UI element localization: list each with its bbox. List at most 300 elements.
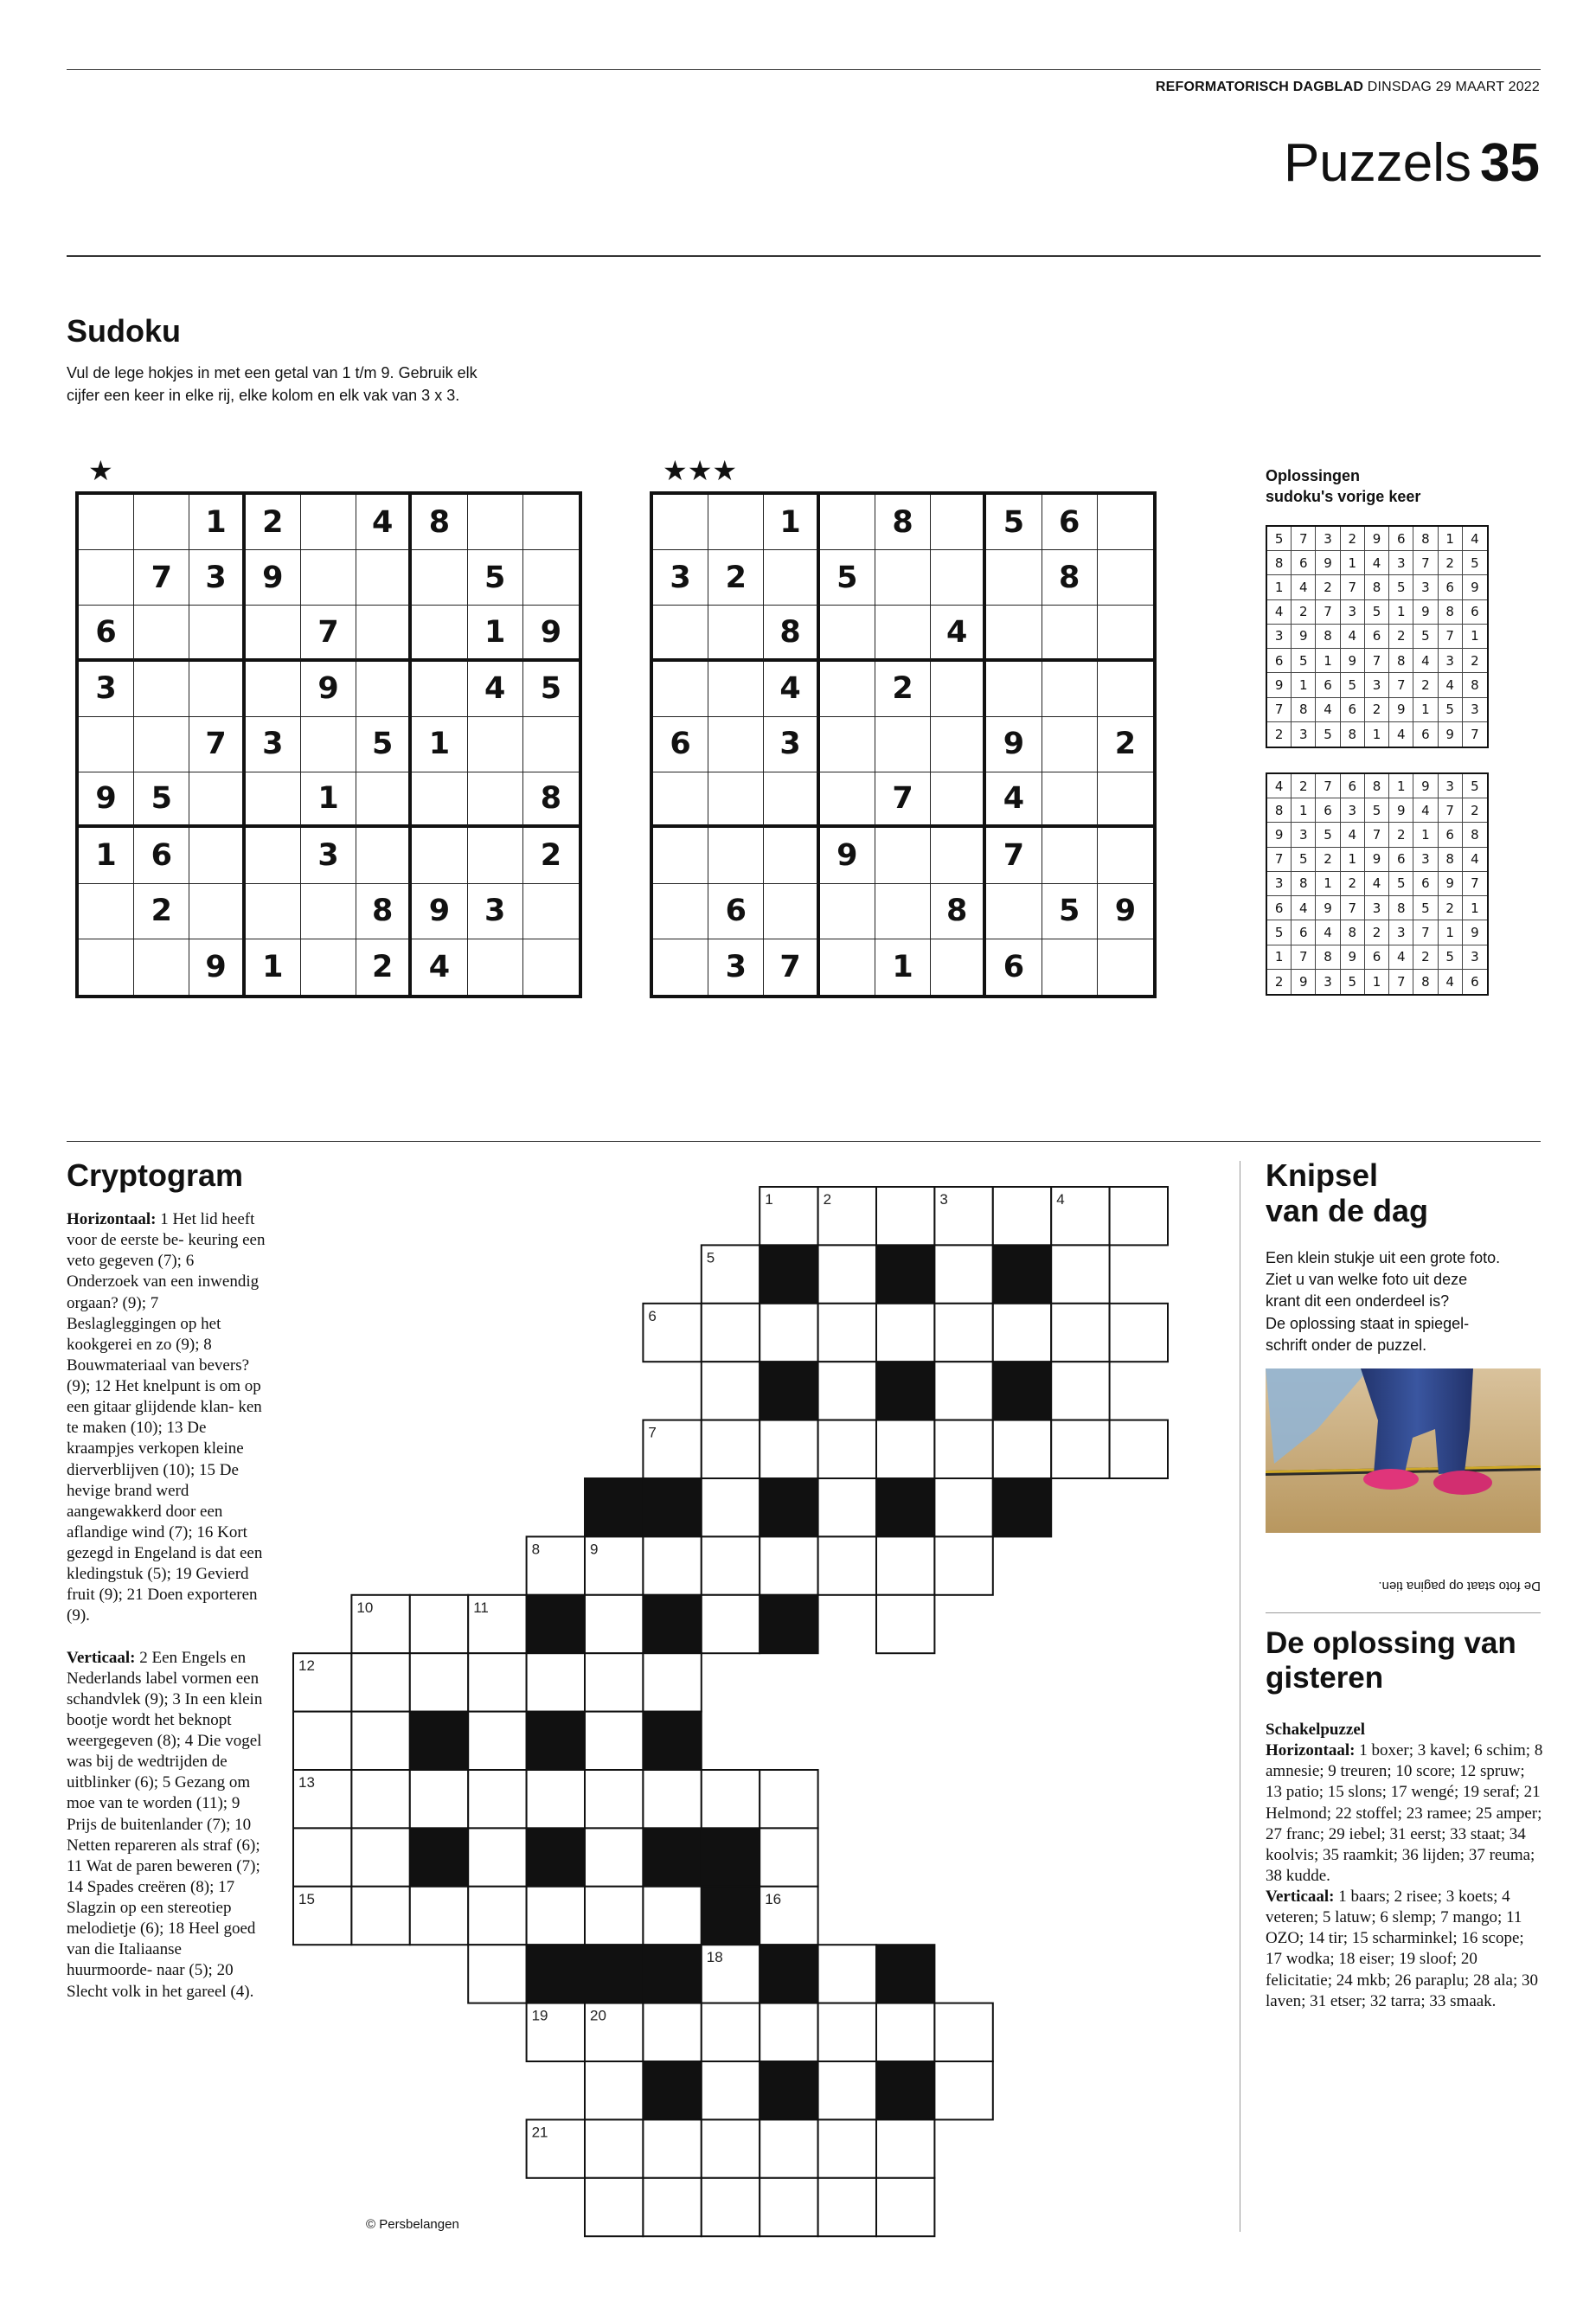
solution1-cell: 1 — [1463, 625, 1487, 649]
crossword-black-cell — [993, 1478, 1051, 1536]
solution1-cell: 5 — [1463, 551, 1487, 575]
crossword-clue-number: 2 — [823, 1191, 832, 1208]
crossword-cell[interactable] — [934, 1478, 992, 1536]
crossword-cell[interactable] — [527, 1887, 585, 1945]
solution1-cell: 7 — [1267, 698, 1292, 722]
solution1-cell: 1 — [1439, 527, 1463, 551]
solution2-cell: 9 — [1463, 920, 1487, 945]
solution2-cell: 2 — [1463, 798, 1487, 823]
crossword-cell[interactable] — [818, 2061, 876, 2119]
solution2-cell: 3 — [1463, 945, 1487, 970]
sudoku-hard-cell: 4 — [931, 606, 986, 661]
sudoku-easy-cell: 4 — [468, 662, 523, 717]
solution2-cell: 8 — [1267, 798, 1292, 823]
solution1-cell: 6 — [1439, 575, 1463, 599]
solution1-cell: 9 — [1389, 698, 1413, 722]
crossword-black-cell — [643, 1595, 701, 1653]
sudoku-easy-cell: 1 — [468, 606, 523, 661]
solution2-cell: 3 — [1292, 823, 1316, 847]
sudoku-hard-cell: 6 — [986, 939, 1042, 995]
crossword-cell[interactable] — [643, 1887, 701, 1945]
crossword-cell[interactable] — [702, 2003, 760, 2061]
crossword-black-cell — [876, 1245, 934, 1303]
solution2-cell: 4 — [1463, 848, 1487, 872]
crossword-cell[interactable] — [993, 1420, 1051, 1478]
solution1-cell: 6 — [1341, 698, 1365, 722]
solution2-cell: 2 — [1439, 896, 1463, 920]
solution1-cell: 1 — [1389, 600, 1413, 625]
solution1-cell: 4 — [1439, 673, 1463, 697]
solution2-cell: 4 — [1365, 872, 1389, 896]
crossword-clue-number: 10 — [356, 1599, 374, 1616]
crossword-cell[interactable] — [818, 2178, 876, 2236]
solution2-cell: 9 — [1267, 823, 1292, 847]
solution1-cell: 9 — [1365, 527, 1389, 551]
photo-illustration — [1266, 1368, 1541, 1533]
crossword-black-cell — [527, 1595, 585, 1653]
crossword-cell[interactable] — [993, 1304, 1051, 1362]
sudoku-easy-cell: 2 — [246, 495, 301, 550]
crossword-black-cell — [643, 2061, 701, 2119]
crossword-cell[interactable] — [585, 2178, 643, 2236]
crossword-black-cell — [410, 1712, 468, 1770]
solution1-cell: 8 — [1341, 722, 1365, 747]
crossword-cell[interactable] — [876, 1536, 934, 1594]
sudoku-hard-cell: 5 — [986, 495, 1042, 550]
crossword-clue-number: 12 — [298, 1657, 315, 1675]
solution1-cell: 5 — [1413, 625, 1438, 649]
crossword-black-cell — [643, 1828, 701, 1886]
crossword-cell[interactable] — [293, 1828, 351, 1886]
solution2-cell: 4 — [1439, 970, 1463, 994]
solution1-cell: 9 — [1463, 575, 1487, 599]
crossword-clue-number: 8 — [531, 1541, 541, 1558]
crossword-cell[interactable] — [876, 1304, 934, 1362]
solution1-cell: 8 — [1316, 625, 1340, 649]
solution1-cell: 2 — [1413, 673, 1438, 697]
solution1-cell: 7 — [1389, 673, 1413, 697]
solution1-cell: 1 — [1316, 649, 1340, 673]
solution2-cell: 7 — [1389, 970, 1413, 994]
solution1-cell: 8 — [1413, 527, 1438, 551]
crossword-cell[interactable] — [1110, 1187, 1168, 1245]
sudoku-hard-cell: 5 — [1042, 884, 1098, 939]
crossword-cell[interactable] — [410, 1595, 468, 1653]
solution1-cell: 8 — [1292, 698, 1316, 722]
solution2-cell: 3 — [1389, 920, 1413, 945]
solution2-cell: 6 — [1316, 798, 1340, 823]
sudoku-easy-cell: 9 — [79, 772, 134, 828]
crossword-clue-number: 3 — [939, 1191, 948, 1208]
solution1-cell: 8 — [1267, 551, 1292, 575]
crossword-cell[interactable] — [468, 1653, 526, 1711]
sudoku-easy-cell: 1 — [301, 772, 356, 828]
solution2-cell: 1 — [1267, 945, 1292, 970]
crossword-cell[interactable] — [468, 1887, 526, 1945]
sudoku-easy-cell: 6 — [79, 606, 134, 661]
solution1-cell: 1 — [1365, 722, 1389, 747]
sudoku-easy-cell: 3 — [246, 717, 301, 772]
solution2-cell: 7 — [1439, 798, 1463, 823]
crossword-cell[interactable] — [760, 2003, 817, 2061]
crossword-cell[interactable] — [818, 1536, 876, 1594]
difficulty-one-star: ★ — [88, 455, 113, 486]
solution1-cell: 4 — [1316, 698, 1340, 722]
crossword-cell[interactable] — [410, 1887, 468, 1945]
crossword-cell[interactable] — [410, 1653, 468, 1711]
sudoku-easy-cell: 1 — [79, 828, 134, 883]
solution2-cell: 6 — [1439, 823, 1463, 847]
page-number: 35 — [1480, 133, 1540, 193]
solution2-cell: 2 — [1316, 848, 1340, 872]
solution2-cell: 8 — [1463, 823, 1487, 847]
crossword-clue-number: 5 — [706, 1249, 715, 1266]
oplossing-vertical-text: 1 baars; 2 risee; 3 koets; 4 veteren; 5 latuw; 6 slemp; 7 mango; 11 OZO; 14 tir; 15 scharminkel; 16 scope; 17 wodka; 18 eiser; 19 sloof; 20 felicitatie; 24 mkb; 26 paraplu; 28 ala; 30 laven; 31 etser; 32 tarra; 33 smaak. — [1266, 1888, 1538, 2010]
knipsel-line1: Een klein stukje uit een grote foto. — [1266, 1249, 1501, 1266]
crossword-cell[interactable] — [585, 1887, 643, 1945]
solution2-cell: 2 — [1413, 945, 1438, 970]
sudoku-hard-cell: 6 — [1042, 495, 1098, 550]
solution2-cell: 5 — [1413, 896, 1438, 920]
crossword-cell[interactable] — [585, 1712, 643, 1770]
solution2-cell: 3 — [1267, 872, 1292, 896]
sudoku-hard-cell: 3 — [653, 550, 708, 606]
solution2-cell: 7 — [1292, 945, 1316, 970]
crossword-black-cell — [527, 1828, 585, 1886]
oplossing-horizontal-label: Horizontaal: — [1266, 1741, 1356, 1760]
crossword-clue-number: 6 — [648, 1307, 657, 1324]
solution1-cell: 5 — [1365, 600, 1389, 625]
sudoku-hard-cell: 2 — [875, 662, 931, 717]
crossword-cell[interactable] — [760, 2119, 817, 2177]
solution2-cell: 7 — [1413, 920, 1438, 945]
crossword-black-cell — [760, 1478, 817, 1536]
crossword-cell[interactable] — [876, 1595, 934, 1653]
solution2-cell: 5 — [1292, 848, 1316, 872]
solution2-cell: 6 — [1389, 848, 1413, 872]
sudoku-hard-cell: 9 — [986, 717, 1042, 772]
solution1-cell: 4 — [1389, 722, 1413, 747]
solutions-title-line1: Oplossingen — [1266, 467, 1361, 484]
solution2-cell: 7 — [1267, 848, 1292, 872]
crossword-cell[interactable] — [702, 2119, 760, 2177]
solution1-cell: 5 — [1267, 527, 1292, 551]
crossword-cell[interactable] — [760, 1828, 817, 1886]
cryptogram-title: Cryptogram — [67, 1157, 244, 1193]
crossword-cell[interactable] — [643, 1536, 701, 1594]
crossword-black-cell — [760, 1362, 817, 1420]
solution1-cell: 3 — [1439, 649, 1463, 673]
crossword-cell[interactable] — [934, 1304, 992, 1362]
solution1-cell: 7 — [1292, 527, 1316, 551]
crossword-cell[interactable] — [468, 1770, 526, 1828]
solution2-cell: 4 — [1389, 945, 1413, 970]
crossword-cell[interactable] — [934, 1420, 992, 1478]
solution1-cell: 4 — [1365, 551, 1389, 575]
solution2-cell: 7 — [1316, 774, 1340, 798]
sudoku-easy-cell: 1 — [189, 495, 245, 550]
sudoku-easy-cell: 9 — [523, 606, 579, 661]
sudoku-hard-cell: 6 — [708, 884, 764, 939]
sudoku-easy-cell: 8 — [356, 884, 412, 939]
crossword-cell[interactable] — [468, 1712, 526, 1770]
oplossing-puzzle-name — [1266, 1720, 1544, 1740]
crossword-cell[interactable] — [410, 1770, 468, 1828]
solution1-cell: 9 — [1267, 673, 1292, 697]
knipsel-line2: Ziet u van welke foto uit deze — [1266, 1271, 1468, 1289]
crossword-black-cell — [527, 1945, 585, 2003]
crossword-cell[interactable] — [702, 2061, 760, 2119]
crossword-cell[interactable] — [702, 1420, 760, 1478]
solution2-cell: 7 — [1365, 823, 1389, 847]
crossword-cell[interactable] — [934, 2003, 992, 2061]
solution1-cell: 3 — [1267, 625, 1292, 649]
solution2-cell: 6 — [1341, 774, 1365, 798]
crossword-cell[interactable] — [818, 2119, 876, 2177]
solution2-cell: 2 — [1389, 823, 1413, 847]
solution2-cell: 3 — [1413, 848, 1438, 872]
crossword-cell[interactable] — [934, 2061, 992, 2119]
solution1-cell: 9 — [1439, 722, 1463, 747]
solution2-cell: 1 — [1389, 774, 1413, 798]
solution2-cell: 3 — [1341, 798, 1365, 823]
solution2-cell: 3 — [1439, 774, 1463, 798]
crossword-cell[interactable] — [702, 1478, 760, 1536]
solutions-title-line2: sudoku's vorige keer — [1266, 488, 1421, 506]
crossword-cell[interactable] — [760, 1304, 817, 1362]
crossword-cell[interactable] — [468, 1945, 526, 2003]
crossword-cell[interactable] — [643, 1653, 701, 1711]
knipsel-line4: De oplossing staat in spiegel- — [1266, 1314, 1470, 1332]
sudoku-hard-cell: 7 — [764, 939, 819, 995]
solution1-cell: 5 — [1341, 673, 1365, 697]
crossword-cell[interactable] — [351, 1887, 409, 1945]
difficulty-three-stars: ★★★ — [663, 455, 738, 486]
vertical-label: Verticaal: — [67, 1648, 136, 1667]
crossword-cell[interactable] — [351, 1828, 409, 1886]
crossword-clue-number: 20 — [590, 2007, 606, 2024]
crossword-cell[interactable] — [527, 1770, 585, 1828]
sudoku-hard-cell: 3 — [764, 717, 819, 772]
crossword-cell[interactable] — [876, 1420, 934, 1478]
solution1-cell: 3 — [1389, 551, 1413, 575]
solution1-cell: 1 — [1341, 551, 1365, 575]
sudoku-easy-cell: 3 — [468, 884, 523, 939]
horizontal-clue-text: 1 Het lid heeft voor de eerste be- keuring een veto gegeven (7); 6 Onderzoek van een inwendig orgaan? (9); 7 Beslagleggingen op het kookgerei en zo (9); 8 Bouwmateriaal van bevers? (9); 12 Het knelpunt is om op een gitaar glijdende klan- ken te maken (10); 13 De kraampjes verkopen kleine dierverblijven (10); 15 De hevige brand werd aangewakkerd door een aflandige wind (7); 16 Kort gezegd in Engeland is dat een kledingstuk (5); 19 Gevierd fruit (9); 21 Doen exporteren (9). — [67, 1210, 266, 1625]
crossword-cell[interactable] — [818, 1245, 876, 1303]
sudoku-easy-cell: 2 — [134, 884, 189, 939]
crossword-clue-number: 19 — [531, 2007, 548, 2024]
crossword-black-cell — [702, 1828, 760, 1886]
solution2-cell: 8 — [1439, 848, 1463, 872]
crossword-cell[interactable] — [1051, 1245, 1109, 1303]
sudoku-easy-cell: 6 — [134, 828, 189, 883]
crossword-cell[interactable] — [876, 2119, 934, 2177]
crossword-cell[interactable] — [643, 2178, 701, 2236]
crossword-cell[interactable] — [585, 1595, 643, 1653]
solution2-cell: 3 — [1316, 970, 1340, 994]
crossword-cell[interactable] — [818, 2003, 876, 2061]
oplossing-horizontal — [1266, 1740, 1544, 1887]
sudoku-easy-cell: 4 — [356, 495, 412, 550]
sudoku-easy-cell: 7 — [134, 550, 189, 606]
crossword-cell[interactable] — [876, 1187, 934, 1245]
solution1-cell: 7 — [1471, 726, 1479, 742]
sudoku-hard-cell: 7 — [875, 772, 931, 828]
knipsel-caption: De foto staat op pagina tien. — [1378, 1579, 1541, 1593]
solution1-cell: 8 — [1389, 649, 1413, 673]
crossword-cell[interactable] — [527, 1653, 585, 1711]
solution2-cell: 8 — [1341, 920, 1365, 945]
solution2-cell: 2 — [1292, 774, 1316, 798]
crossword-cell[interactable] — [760, 1420, 817, 1478]
solution2-cell: 8 — [1365, 774, 1389, 798]
crossword-black-cell — [643, 1945, 701, 2003]
crossword-cell[interactable] — [1051, 1304, 1109, 1362]
crossword-clue-number: 13 — [298, 1774, 315, 1791]
solution1-cell: 4 — [1267, 600, 1292, 625]
crossword-cell[interactable] — [351, 1770, 409, 1828]
solution1-cell: 4 — [1341, 625, 1365, 649]
crossword-cell[interactable] — [1051, 1420, 1109, 1478]
sudoku-hard-cell: 2 — [1098, 717, 1153, 772]
crossword-cell[interactable] — [293, 1712, 351, 1770]
solution1-cell: 2 — [1439, 551, 1463, 575]
crossword-cell[interactable] — [1110, 1304, 1168, 1362]
sudoku-hard-cell: 9 — [1098, 884, 1153, 939]
sudoku-intro-line1: Vul de lege hokjes in met een getal van 1 t/m 9. Gebruik elk — [67, 364, 478, 381]
vertical-clue-text: 2 Een Engels en Nederlands label vormen een schandvlek (9); 3 In een klein bootje wordt het beknopt weergegeven (8); 4 Die vogel was bij de wedtrijden de uitblinker (6); 5 Gezang om moe van te worden (11); 9 Prijs de buitenlander (7); 10 Netten repareren als straf (6); 11 Wat de paren beweren (7); 14 Spades creëren (8); 17 Slagzin op een stereotiep melodietje (6); 18 Heel goed van die Italiaanse huurmoorde- naar (5); 20 Slecht volk in het gareel (4). — [67, 1648, 263, 2001]
sudoku-hard-cell: 3 — [708, 939, 764, 995]
crossword-cell[interactable] — [702, 1362, 760, 1420]
crossword-cell[interactable] — [934, 1362, 992, 1420]
solution1-cell: 6 — [1267, 649, 1292, 673]
crossword-black-cell — [876, 1478, 934, 1536]
solution1-cell: 2 — [1316, 575, 1340, 599]
crossword-black-cell — [876, 1362, 934, 1420]
crossword-cell[interactable] — [993, 1187, 1051, 1245]
solution1-cell: 7 — [1341, 575, 1365, 599]
crossword-cell[interactable] — [643, 2119, 701, 2177]
solution1-cell: 2 — [1365, 698, 1389, 722]
masthead-date: DINSDAG 29 MAART 2022 — [1367, 80, 1540, 94]
solution2-cell: 5 — [1439, 945, 1463, 970]
crossword-cell[interactable] — [818, 1304, 876, 1362]
solution2-cell: 2 — [1341, 872, 1365, 896]
crossword-cell[interactable] — [1110, 1420, 1168, 1478]
crossword-clue-number: 9 — [590, 1541, 599, 1558]
solution2-cell: 6 — [1471, 973, 1479, 990]
solution1-cell: 9 — [1292, 625, 1316, 649]
crossword-clue-number: 15 — [298, 1890, 315, 1907]
crossword-cell[interactable] — [818, 1478, 876, 1536]
crossword-cell[interactable] — [702, 1595, 760, 1653]
crossword-cell[interactable] — [468, 1828, 526, 1886]
crossword-cell[interactable] — [585, 1770, 643, 1828]
solution2-cell: 3 — [1365, 896, 1389, 920]
sudoku-easy-cell: 8 — [412, 495, 467, 550]
crossword-cell[interactable] — [818, 1362, 876, 1420]
crossword-cell[interactable] — [760, 1536, 817, 1594]
crossword-black-cell — [410, 1828, 468, 1886]
solution1-cell: 3 — [1365, 673, 1389, 697]
sudoku-easy-cell: 4 — [412, 939, 467, 995]
solution1-cell: 8 — [1365, 575, 1389, 599]
solution1-cell: 2 — [1292, 600, 1316, 625]
solution1-cell: 6 — [1463, 600, 1487, 625]
sudoku-easy-cell: 9 — [412, 884, 467, 939]
solution2-cell: 1 — [1292, 798, 1316, 823]
crossword-cell[interactable] — [702, 1536, 760, 1594]
crossword-black-cell — [527, 1712, 585, 1770]
crossword-cell[interactable] — [760, 2178, 817, 2236]
crossword-cell[interactable] — [702, 2178, 760, 2236]
solution1-cell: 7 — [1365, 649, 1389, 673]
solution2-cell: 1 — [1341, 848, 1365, 872]
knipsel-title — [1266, 1157, 1428, 1229]
sudoku-easy-cell: 9 — [301, 662, 356, 717]
crossword-cell[interactable] — [818, 1420, 876, 1478]
solution2-cell: 4 — [1292, 896, 1316, 920]
crossword-clue-number: 18 — [706, 1949, 723, 1966]
crossword-cell[interactable] — [585, 2061, 643, 2119]
solution1-cell: 1 — [1413, 698, 1438, 722]
sudoku-easy-cell: 3 — [79, 662, 134, 717]
crossword-cell[interactable] — [934, 1536, 992, 1594]
solution2-cell: 4 — [1341, 823, 1365, 847]
solution2-cell: 7 — [1463, 872, 1487, 896]
crossword-cell[interactable] — [876, 2178, 934, 2236]
sudoku-easy-cell: 7 — [301, 606, 356, 661]
crossword-cell[interactable] — [702, 1770, 760, 1828]
crossword-cell[interactable] — [760, 1770, 817, 1828]
solution2-cell: 1 — [1413, 823, 1438, 847]
oplossing-title-line2: gisteren — [1266, 1661, 1384, 1695]
crossword-cell[interactable] — [1051, 1362, 1109, 1420]
crossword-cell[interactable] — [585, 1828, 643, 1886]
crossword-cell[interactable] — [934, 1245, 992, 1303]
crossword-cell[interactable] — [585, 1653, 643, 1711]
crossword-black-cell — [760, 2061, 817, 2119]
crossword-clue-number: 21 — [531, 2124, 548, 2141]
solution1-cell: 6 — [1316, 673, 1340, 697]
crossword-black-cell — [993, 1362, 1051, 1420]
sudoku-title: Sudoku — [67, 313, 181, 349]
solution1-cell: 4 — [1413, 649, 1438, 673]
crossword-cell[interactable] — [643, 2003, 701, 2061]
solution2-cell: 2 — [1365, 920, 1389, 945]
crossword-cell[interactable] — [702, 1304, 760, 1362]
solution2-cell: 6 — [1413, 872, 1438, 896]
solution1-cell: 7 — [1316, 600, 1340, 625]
solution1-cell: 2 — [1463, 649, 1487, 673]
crossword-cell[interactable] — [351, 1653, 409, 1711]
solution1-cell: 6 — [1389, 527, 1413, 551]
crossword-cell[interactable] — [585, 2119, 643, 2177]
sudoku-easy-cell: 9 — [246, 550, 301, 606]
crossword-black-cell — [993, 1245, 1051, 1303]
solution1-cell: 4 — [1463, 527, 1487, 551]
oplossing-title — [1266, 1626, 1516, 1696]
crossword-cell[interactable] — [643, 1770, 701, 1828]
sudoku-hard-cell: 8 — [764, 606, 819, 661]
crossword-cell[interactable] — [818, 1945, 876, 2003]
crossword-cell[interactable] — [876, 2003, 934, 2061]
solution1-cell: 9 — [1316, 551, 1340, 575]
solution1-cell: 6 — [1365, 625, 1389, 649]
crossword-cell[interactable] — [351, 1712, 409, 1770]
solution1-cell: 2 — [1389, 625, 1413, 649]
